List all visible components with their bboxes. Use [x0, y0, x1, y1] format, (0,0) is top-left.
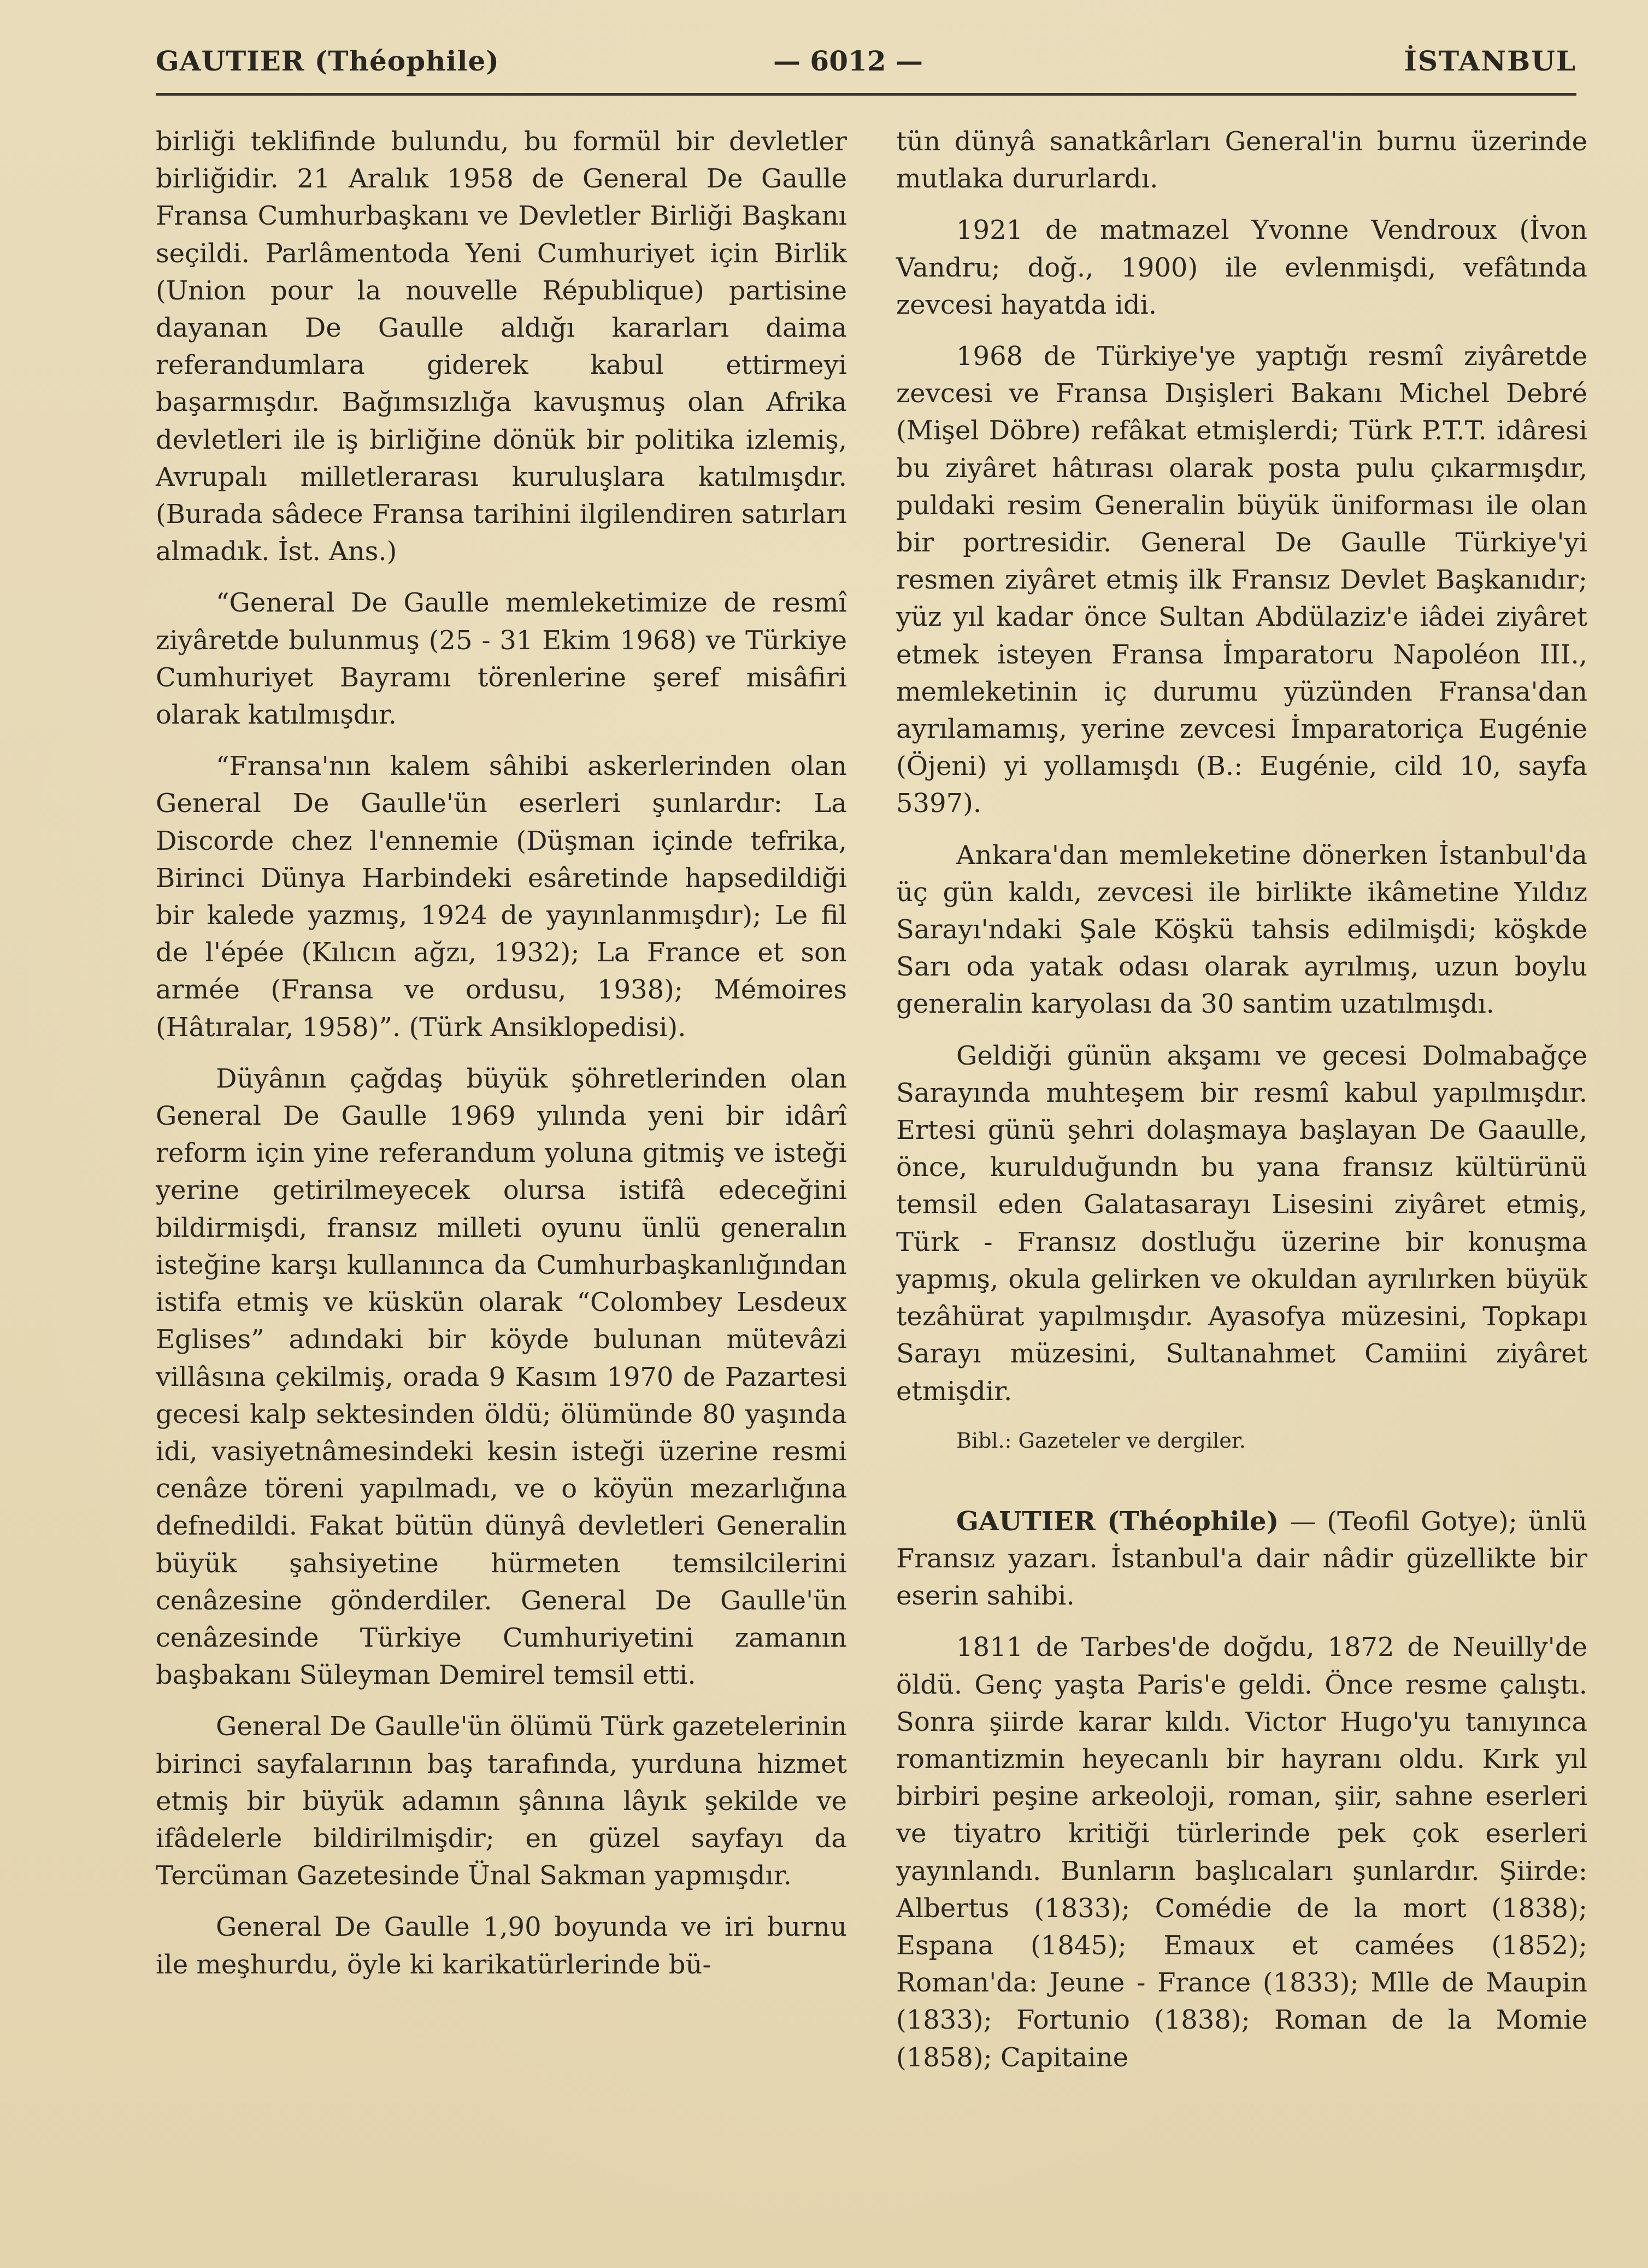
right-paragraph: Geldiği günün akşamı ve gecesi Dolmabağçe Sarayında muhteşem bir resmî kabul yapılmışdır. Ertesi günü şehri dolaşmaya başlayan De Gaaulle, önce, kurulduğundn bu yana fransız kültürünü temsil eden Galatasarayı Lisesini ziyâret etmiş, Türk - Fransız dostluğu üzerine bir konuşma yapmış, okula gelirken ve okuldan ayrılırken büyük tezâhürat yapılmışdır. Ayasofya müzesini, Topkapı Sarayı müzesini, Sultanahmet Camiini ziyâret etmişdir.	[896, 1040, 1587, 1407]
left-paragraph: General De Gaulle'ün ölümü Türk gazetelerinin birinci sayfalarının baş tarafında, yurduna hizmet etmiş bir büyük adamın şânına lâyık şekilde ve ifâdelerle bildirilmişdir; en güzel sayfayı da Tercüman Gazetesinde Ünal Sakman yapmışdır.	[156, 1711, 847, 1891]
right-paragraph-continuation: tün dünyâ sanatkârları General'in burnu üzerinde mutlaka dururlardı.	[896, 126, 1587, 195]
entry-headword: GAUTIER (Théophile)	[956, 1506, 1279, 1537]
bibliography-note: Bibl.: Gazeteler ve dergiler.	[956, 1428, 1246, 1453]
header-rule	[156, 93, 1576, 96]
left-paragraph: General De Gaulle 1,90 boyunda ve iri burnu ile meşhurdu, öyle ki karikatürlerinde bü-	[156, 1912, 847, 1980]
left-column	[156, 123, 847, 1997]
right-column	[896, 123, 1587, 2090]
running-header	[156, 38, 1576, 87]
left-paragraph: “General De Gaulle memleketimize de resmî ziyâretde bulunmuş (25 - 31 Ekim 1968) ve Türkiye Cumhuriyet Bayramı törenlerine şeref misâfiri olarak katılmışdır.	[156, 587, 847, 731]
left-paragraph: “Fransa'nın kalem sâhibi askerlerinden olan General De Gaulle'ün eserleri şunlardır: La Discorde chez l'ennemie (Düşman içinde tefrika, Birinci Dünya Harbindeki esâretinde hapsedildiği bir kalede yazmış, 1924 de yayınlanmışdır); Le fil de l'épée (Kılıcın ağzı, 1932); La France et son armée (Fransa ve ordusu, 1938); Mémoires (Hâtıralar, 1958)”. (Türk Ansiklopedisi).	[156, 751, 847, 1043]
right-paragraph: 1811 de Tarbes'de doğdu, 1872 de Neuilly'de öldü. Genç yaşta Paris'e geldi. Önce resme çalıştı. Sonra şiirde karar kıldı. Victor Hugo'yu tanıyınca romantizmin heyecanlı bir hayranı oldu. Kırk yıl birbiri peşine arkeoloji, roman, şiir, sahne eserleri ve tiyatro kritiği türlerinde pek çok eserleri yayınlandı. Bunların başlıcaları şunlardır. Şiirde: Albertus (1833); Comédie de la mort (1838); Espana (1845); Emaux et camées (1852); Roman'da: Jeune - France (1833); Mlle de Maupin (1833); Fortunio (1838); Roman de la Momie (1858); Capitaine	[896, 1632, 1587, 2073]
page-number: — 6012 —	[773, 45, 923, 77]
right-paragraph: 1968 de Türkiye'ye yaptığı resmî ziyâretde zevcesi ve Fransa Dışişleri Bakanı Michel Debré (Mişel Döbre) refâkat etmişlerdi; Türk P.T.T. idâresi bu ziyâret hâtırası olarak posta pulu çıkarmışdır, puldaki resim Generalin büyük üniforması ile olan bir portresidir. General De Gaulle Türkiye'yi resmen ziyâret etmiş ilk Fransız Devlet Başkanıdır; yüz yıl kadar önce Sultan Abdülaziz'e iâdei ziyâret etmek isteyen Fransa İmparatoru Napoléon III., memleketinin iç durumu yüzünden Fransa'dan ayrılamamış, yerine zevcesi İmparatoriça Eugénie (Öjeni) yi yollamışdı (B.: Eugénie, cild 10, sayfa 5397).	[896, 341, 1587, 819]
left-paragraph: Düyânın çağdaş büyük şöhretlerinden olan General De Gaulle 1969 yılında yeni bir idârî reform için yine referandum yoluna gitmiş ve isteği yerine getirilmeyecek olursa istifâ edeceğini bildirmişdi, fransız milleti oyunu ünlü generalın isteğine karşı kullanınca da Cumhurbaşkanlığından istifa etmiş ve küskün olarak “Colombey Lesdeux Eglises” adındaki bir köyde bulunan mütevâzi villâsına çekilmiş, orada 9 Kasım 1970 de Pazartesi gecesi kalp sektesinden öldü; ölümünde 80 yaşında idi, vasiyetnâmesindeki kesin isteği üzerine resmi cenâze töreni yapılmadı, ve o köyün mezarlığına defnedildi. Fakat bütün dünyâ devletleri Generalin büyük şahsiyetine hürmeten temsilcilerini cenâzesine gönderdiler. General De Gaulle'ün cenâzesinde Türkiye Cumhuriyetini zamanın başbakanı Süleyman Demirel temsil etti.	[156, 1063, 847, 1691]
header-entry-title: GAUTIER (Théophile)	[156, 45, 499, 77]
header-section: İSTANBUL	[1404, 45, 1576, 77]
entry-intro-text: — (Teofil Gotye); ünlü Fransız yazarı. İstanbul'a dair nâdir güzellikte bir eserin sahibi.	[896, 1506, 1588, 1612]
right-paragraph: 1921 de matmazel Yvonne Vendroux (İvon Vandru; doğ., 1900) ile evlenmişdi, vefâtında zevcesi hayatda idi.	[896, 215, 1587, 320]
entry-intro-paragraph	[896, 1503, 1587, 1615]
left-paragraph-continuation: birliği teklifinde bulundu, bu formül bir devletler birliğidir. 21 Aralık 1958 de General De Gaulle Fransa Cumhurbaşkanı ve Devletler Birliği Başkanı seçildi. Parlâmentoda Yeni Cumhuriyet için Birlik (Union pour la nouvelle République) partisine dayanan De Gaulle aldığı kararları daima referandumlara giderek kabul ettirmeyi başarmışdır. Bağımsızlığa kavuşmuş olan Afrika devletleri ile iş birliğine dönük bir politika izlemiş, Avrupalı milletlerarası kuruluşlara katılmışdır. (Burada sâdece Fransa tarihini ilgilendiren satırları almadık. İst. Ans.)	[156, 126, 847, 567]
right-paragraph: Ankara'dan memleketine dönerken İstanbul'da üç gün kaldı, zevcesi ile birlikte ikâmetine Yıldız Sarayı'ndaki Şale Köşkü tahsis edilmişdi; köşkde Sarı oda yatak odası olarak ayrılmış, uzun boylu generalin karyolası da 30 santim uzatılmışdı.	[896, 839, 1587, 1020]
